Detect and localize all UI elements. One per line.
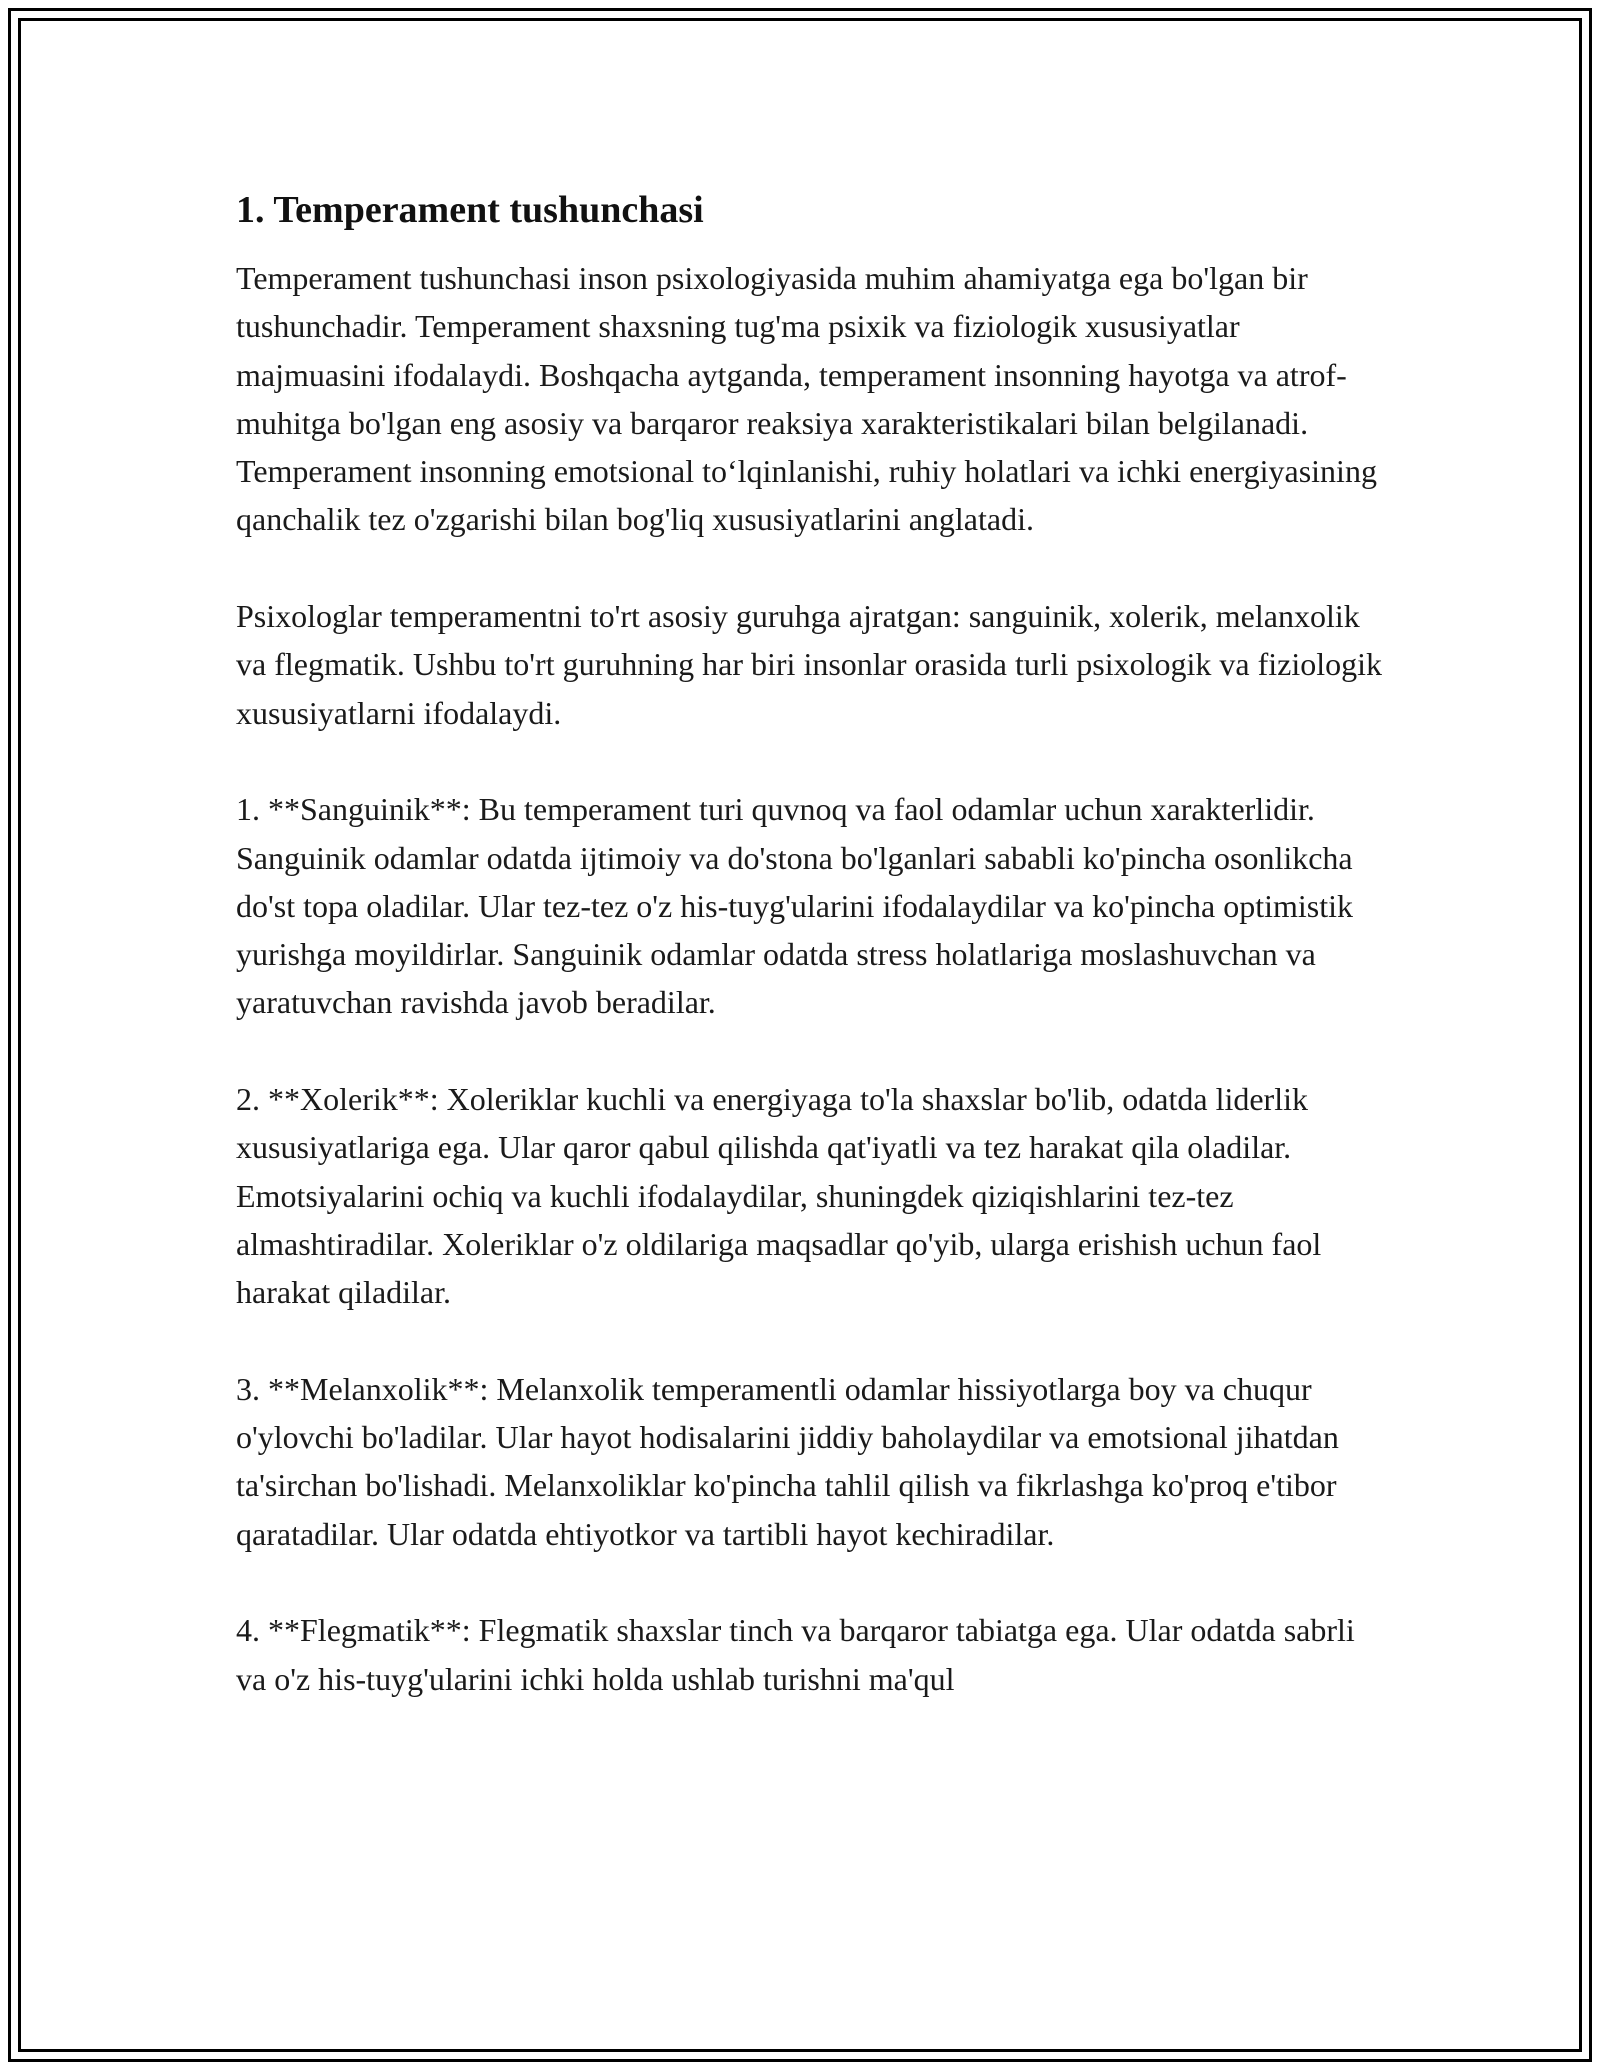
paragraph-xolerik: 2. **Xolerik**: Xoleriklar kuchli va energiyaga to'la shaxslar bo'lib, odatda liderlik xususiyatlariga ega. Ular qaror qabul qilishda qat'iyatli va tez harakat qila oladilar. Emotsiyalarini ochiq va kuchli ifodalaydilar, shuningdek qiziqishlarini tez-tez almashtiradilar. Xoleriklar o'z oldilariga maqsadlar qo'yib, ularga erishish uchun faol harakat qiladilar.: [236, 1081, 1322, 1311]
paragraph-flegmatik: 4. **Flegmatik**: Flegmatik shaxslar tinch va barqaror tabiatga ega. Ular odatda sabrli va o'z his-tuyg'ularini ichki holda ushlab turishni ma'qul: [236, 1612, 1355, 1697]
section-heading: 1. Temperament tushunchasi: [236, 189, 704, 231]
paragraph-sanguinik: 1. **Sanguinik**: Bu temperament turi quvnoq va faol odamlar uchun xarakterlidir. Sanguinik odamlar odatda ijtimoiy va do'stona bo'lganlari sababli ko'pincha osonlikcha do'st topa oladilar. Ular tez-tez o'z his-tuyg'ularini ifodalaydilar va ko'pincha optimistik yurishga moyildirlar. Sanguinik odamlar odatda stress holatlariga moslashuvchan va yaratuvchan ravishda javob beradilar.: [236, 791, 1353, 1021]
paragraph-groups: Psixologlar temperamentni to'rt asosiy guruhga ajratgan: sanguinik, xolerik, melanxolik va flegmatik. Ushbu to'rt guruhning har biri insonlar orasida turli psixologik va fiziologik xususiyatlarni ifodalaydi.: [236, 598, 1383, 731]
paragraph-melanxolik: 3. **Melanxolik**: Melanxolik temperamentli odamlar hissiyotlarga boy va chuqur o'ylovchi bo'ladilar. Ular hayot hodisalarini jiddiy baholaydilar va emotsional jihatdan ta'sirchan bo'lishadi. Melanxoliklar ko'pincha tahlil qilish va fikrlashga ko'proq e'tibor qaratadilar. Ular odatda ehtiyotkor va tartibli hayot kechiradilar.: [236, 1370, 1339, 1552]
document-body: [236, 186, 1386, 1703]
paragraph-intro: Temperament tushunchasi inson psixologiyasida muhim ahamiyatga ega bo'lgan bir tushunchadir. Temperament shaxsning tug'ma psixik va fiziologik xususiyatlar majmuasini ifodalaydi. Boshqacha aytganda, temperament insonning hayotga va atrof-muhitga bo'lgan eng asosiy va barqaror reaksiya xarakteristikalari bilan belgilanadi. Temperament insonning emotsional to‘lqinlanishi, ruhiy holatlari va ichki energiyasining qanchalik tez o'zgarishi bilan bog'liq xususiyatlarini anglatadi.: [236, 260, 1377, 538]
